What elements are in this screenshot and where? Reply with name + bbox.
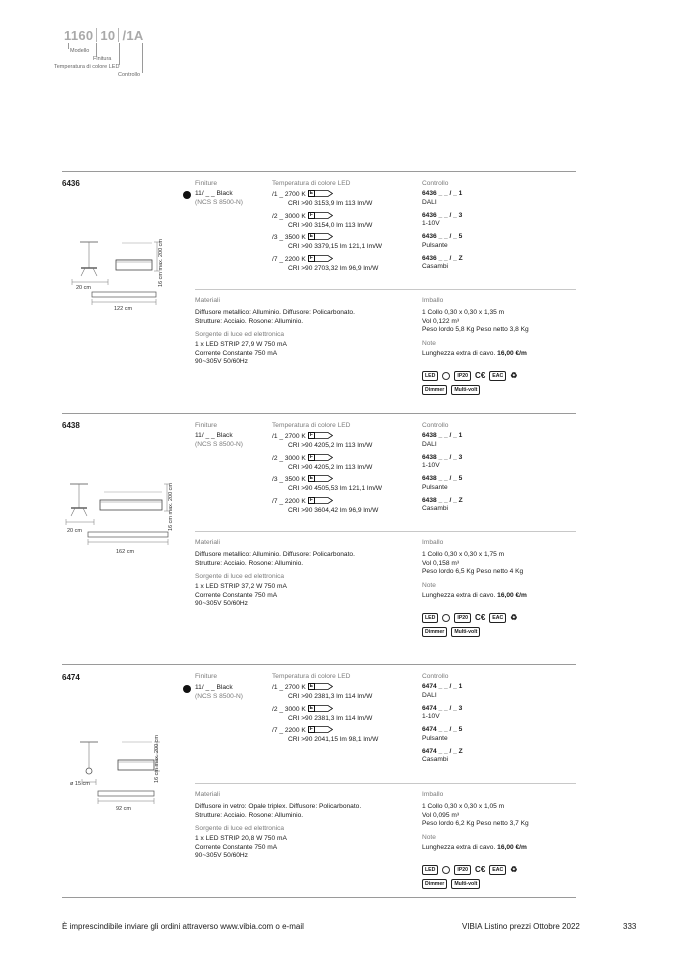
finiture-section bbox=[195, 673, 217, 682]
temp-code: /3 _ 3500 K bbox=[272, 476, 306, 483]
control-option bbox=[422, 475, 572, 497]
materiali-header: Materiali bbox=[195, 539, 220, 546]
imballo-line: Vol 0,095 m³ bbox=[422, 811, 460, 819]
energy-class: F bbox=[309, 496, 313, 503]
temp-row bbox=[272, 212, 417, 234]
temp-row bbox=[272, 683, 417, 705]
imballo-header: Imballo bbox=[422, 297, 444, 304]
control-name: DALI bbox=[422, 440, 437, 448]
control-code: 6438 _ _ / _ 5 bbox=[422, 475, 463, 482]
legend-modello: Modello bbox=[70, 48, 90, 54]
certification-badges bbox=[422, 371, 521, 381]
depth-label: ø 15 cm bbox=[70, 781, 90, 787]
control-name: Casambi bbox=[422, 263, 449, 271]
control-code: 6436 _ _ / _ 5 bbox=[422, 233, 463, 240]
control-name: DALI bbox=[422, 691, 437, 699]
control-code: 6474 _ _ / _ 5 bbox=[422, 726, 463, 733]
page-number: 333 bbox=[623, 922, 637, 931]
finish-code: 11/ _ _ Black bbox=[195, 684, 233, 691]
multivolt-badge: Multi-volt bbox=[451, 627, 480, 637]
control-code: 6436 _ _ / _ Z bbox=[422, 254, 463, 262]
imballo-section bbox=[422, 539, 572, 600]
control-code: 6438 _ _ / _ Z bbox=[422, 496, 463, 504]
temp-cri: CRI >90 2041,15 lm 98,1 lm/W bbox=[288, 736, 379, 743]
materiali-line: Diffusore metallico: Alluminio. Diffusore: Policarbonato. bbox=[195, 551, 355, 558]
energy-class-icon bbox=[308, 233, 333, 240]
imballo-section bbox=[422, 297, 572, 358]
finiture-header: Finiture bbox=[195, 422, 217, 429]
temp-code: /2 _ 3000 K bbox=[272, 212, 306, 220]
legend-finitura: Finitura bbox=[93, 56, 112, 62]
class-ii-icon bbox=[442, 614, 450, 622]
sorgente-line: Corrente Constante 750 mA bbox=[195, 843, 278, 851]
note-text: Lunghezza extra di cavo. bbox=[422, 591, 496, 599]
note-header: Note bbox=[422, 339, 436, 347]
temp-cri: CRI >90 3379,15 lm 121,1 lm/W bbox=[288, 243, 383, 250]
control-name: Pulsante bbox=[422, 241, 448, 249]
product-code: 6438 bbox=[62, 421, 80, 430]
ce-icon: C€ bbox=[475, 371, 486, 380]
energy-class-icon bbox=[308, 497, 333, 504]
control-code: 6474 _ _ / _ Z bbox=[422, 747, 463, 755]
temp-row bbox=[272, 705, 417, 727]
materiali-line: Diffusore in vetro: Opale triplex. Diffusore: Policarbonato. bbox=[195, 803, 362, 810]
energy-class-icon bbox=[308, 705, 333, 712]
temp-code: /7 _ 2200 K bbox=[272, 255, 306, 263]
control-name: Pulsante bbox=[422, 483, 448, 491]
energy-class: E bbox=[309, 233, 313, 239]
ip20-badge: IP20 bbox=[454, 613, 471, 623]
temp-cri: CRI >90 4505,53 lm 121,1 lm/W bbox=[288, 485, 383, 492]
control-name: Casambi bbox=[422, 505, 449, 513]
temp-code: /1 _ 2700 K bbox=[272, 191, 306, 198]
eac-badge: EAC bbox=[489, 865, 506, 875]
sorgente-header: Sorgente di luce ed elettronica bbox=[195, 825, 285, 833]
materiali-line: Strutture: Acciaio. Rosone: Alluminio. bbox=[195, 317, 304, 325]
energy-class: F bbox=[309, 211, 313, 218]
temp-code: /1 _ 2700 K bbox=[272, 684, 306, 691]
note-price: 16,00 €/m bbox=[497, 591, 527, 599]
multivolt-badge: Multi-volt bbox=[451, 385, 480, 395]
temp-row bbox=[272, 726, 417, 748]
control-code: 6438 _ _ / _ 1 bbox=[422, 432, 463, 439]
finiture-section bbox=[195, 180, 217, 189]
control-option bbox=[422, 233, 572, 255]
controllo-header: Controllo bbox=[422, 180, 449, 187]
temp-row bbox=[272, 233, 417, 255]
sorgente-header: Sorgente di luce ed elettronica bbox=[195, 331, 285, 339]
temp-row bbox=[272, 475, 417, 497]
finish-code: 11/ _ _ Black bbox=[195, 190, 233, 197]
sorgente-line: Corrente Constante 750 mA bbox=[195, 349, 278, 357]
dimmer-badge: Dimmer bbox=[422, 627, 447, 637]
recycle-icon: ♻ bbox=[510, 865, 518, 874]
temperature-section bbox=[272, 673, 417, 748]
imballo-line: Vol 0,158 m³ bbox=[422, 559, 460, 567]
control-name: 1-10V bbox=[422, 462, 440, 470]
finiture-section bbox=[195, 422, 217, 431]
control-name: DALI bbox=[422, 198, 437, 206]
legend-controllo: Controllo bbox=[118, 72, 141, 78]
recycle-icon: ♻ bbox=[510, 613, 518, 622]
class-ii-icon bbox=[442, 866, 450, 874]
sorgente-line: 90~305V 50/60Hz bbox=[195, 358, 248, 366]
temp-row bbox=[272, 432, 417, 454]
temp-header: Temperatura di colore LED bbox=[272, 180, 351, 187]
sorgente-line: 1 x LED STRIP 20,8 W 750 mA bbox=[195, 835, 287, 843]
control-code: 6436 _ _ / _ 1 bbox=[422, 190, 463, 197]
control-option bbox=[422, 497, 572, 519]
led-badge: LED bbox=[422, 371, 438, 381]
controllo-section bbox=[422, 422, 572, 518]
note-header: Note bbox=[422, 581, 436, 589]
finish-ncs: (NCS S 8500-N) bbox=[195, 441, 244, 448]
width-label: 162 cm bbox=[116, 549, 135, 555]
control-name: 1-10V bbox=[422, 220, 440, 228]
product-drawing-6436 bbox=[64, 236, 184, 316]
height-label: 16 cm max. 200 cm bbox=[154, 735, 160, 783]
temperature-section bbox=[272, 422, 417, 518]
height-label: 16 cm max. 200 cm bbox=[158, 239, 164, 287]
control-code: 6474 _ _ / _ 3 bbox=[422, 704, 463, 712]
control-option bbox=[422, 748, 572, 770]
note-text: Lunghezza extra di cavo. bbox=[422, 843, 496, 851]
materiali-header: Materiali bbox=[195, 297, 220, 304]
energy-class: E bbox=[309, 475, 313, 481]
depth-label: 20 cm bbox=[67, 528, 82, 534]
temp-row bbox=[272, 255, 417, 277]
control-code: 6438 _ _ / _ 3 bbox=[422, 453, 463, 461]
imballo-line: 1 Collo 0,30 x 0,30 x 1,35 m bbox=[422, 309, 505, 316]
sorgente-line: 1 x LED STRIP 37,2 W 750 mA bbox=[195, 583, 287, 591]
code-legend-parts bbox=[62, 28, 146, 45]
sorgente-line: 90~305V 50/60Hz bbox=[195, 600, 248, 608]
note-text: Lunghezza extra di cavo. bbox=[422, 349, 496, 357]
control-option bbox=[422, 705, 572, 727]
temp-cri: CRI >90 4205,2 lm 113 lm/W bbox=[288, 463, 373, 471]
legend-model-code: 1160 bbox=[64, 28, 94, 43]
control-code: 6436 _ _ / _ 3 bbox=[422, 211, 463, 219]
materiali-section bbox=[195, 791, 415, 861]
materiali-line: Diffusore metallico: Alluminio. Diffusore: Policarbonato. bbox=[195, 309, 355, 316]
temp-code: /7 _ 2200 K bbox=[272, 497, 306, 505]
temp-code: /2 _ 3000 K bbox=[272, 705, 306, 713]
certification-badges bbox=[422, 865, 521, 875]
eac-badge: EAC bbox=[489, 371, 506, 381]
imballo-line: Peso lordo 5,8 Kg Peso netto 3,8 Kg bbox=[422, 326, 529, 334]
temp-header: Temperatura di colore LED bbox=[272, 673, 351, 680]
led-badge: LED bbox=[422, 865, 438, 875]
ip20-badge: IP20 bbox=[454, 371, 471, 381]
energy-class-icon bbox=[308, 255, 333, 262]
dimmer-badge: Dimmer bbox=[422, 385, 447, 395]
width-label: 122 cm bbox=[114, 306, 133, 312]
control-name: Casambi bbox=[422, 756, 449, 764]
energy-class: E bbox=[309, 190, 313, 196]
energy-class: E bbox=[309, 704, 313, 711]
legend-temperatura: Temperatura di colore LED bbox=[54, 64, 120, 70]
energy-class: F bbox=[309, 726, 313, 732]
temp-header: Temperatura di colore LED bbox=[272, 422, 351, 429]
temp-cri: CRI >90 3604,42 lm 96,9 lm/W bbox=[288, 506, 379, 514]
sorgente-line: 1 x LED STRIP 27,9 W 750 mA bbox=[195, 341, 287, 349]
temp-code: /2 _ 3000 K bbox=[272, 454, 306, 462]
certification-badges bbox=[422, 613, 521, 623]
multivolt-badge: Multi-volt bbox=[451, 879, 480, 889]
sorgente-header: Sorgente di luce ed elettronica bbox=[195, 573, 285, 581]
ce-icon: C€ bbox=[475, 613, 486, 622]
note-header: Note bbox=[422, 833, 436, 841]
ce-icon: C€ bbox=[475, 865, 486, 874]
eac-badge: EAC bbox=[489, 613, 506, 623]
note-line bbox=[422, 592, 572, 601]
controllo-section bbox=[422, 180, 572, 276]
temp-cri: CRI >90 2703,32 lm 96,9 lm/W bbox=[288, 264, 379, 272]
finish-code: 11/ _ _ Black bbox=[195, 432, 233, 439]
temp-cri: CRI >90 2381,3 lm 114 lm/W bbox=[288, 693, 373, 700]
energy-class-icon bbox=[308, 432, 333, 439]
black-swatch-icon bbox=[183, 191, 191, 199]
control-option bbox=[422, 726, 572, 748]
code-legend bbox=[62, 28, 146, 45]
sorgente-line: Corrente Constante 750 mA bbox=[195, 591, 278, 599]
imballo-section bbox=[422, 791, 572, 852]
height-label: 16 cm max. 200 cm bbox=[168, 483, 174, 531]
control-option bbox=[422, 683, 572, 705]
feature-badges bbox=[422, 879, 484, 889]
temp-row bbox=[272, 190, 417, 212]
control-option bbox=[422, 255, 572, 277]
temp-row bbox=[272, 454, 417, 476]
temp-code: /3 _ 3500 K bbox=[272, 234, 306, 241]
footer-note: È imprescindibile inviare gli ordini attraverso www.vibia.com o e-mail bbox=[62, 922, 304, 931]
energy-class-icon bbox=[308, 212, 333, 219]
temp-code: /7 _ 2200 K bbox=[272, 727, 306, 734]
note-line bbox=[422, 844, 572, 853]
temp-cri: CRI >90 4205,2 lm 113 lm/W bbox=[288, 442, 373, 449]
energy-class: F bbox=[309, 453, 313, 460]
energy-class-icon bbox=[308, 683, 333, 690]
imballo-header: Imballo bbox=[422, 791, 444, 798]
imballo-line: Peso lordo 6,2 Kg Peso netto 3,7 Kg bbox=[422, 820, 529, 828]
recycle-icon: ♻ bbox=[510, 371, 518, 380]
control-option bbox=[422, 432, 572, 454]
class-ii-icon bbox=[442, 372, 450, 380]
dimmer-badge: Dimmer bbox=[422, 879, 447, 889]
legend-finish-code: 10 bbox=[100, 28, 116, 43]
temp-cri: CRI >90 3154,0 lm 113 lm/W bbox=[288, 221, 373, 229]
imballo-line: 1 Collo 0,30 x 0,30 x 1,75 m bbox=[422, 551, 505, 558]
energy-class: F bbox=[309, 254, 313, 261]
depth-label: 20 cm bbox=[76, 285, 91, 291]
materiali-section bbox=[195, 297, 415, 367]
note-price: 16,00 €/m bbox=[497, 349, 527, 357]
led-badge: LED bbox=[422, 613, 438, 623]
temp-cri: CRI >90 2381,3 lm 114 lm/W bbox=[288, 714, 373, 722]
energy-class-icon bbox=[308, 190, 333, 197]
materiali-line: Strutture: Acciaio. Rosone: Alluminio. bbox=[195, 559, 304, 567]
product-drawing-6474 bbox=[64, 730, 184, 815]
energy-class: E bbox=[309, 683, 313, 689]
imballo-line: 1 Collo 0,30 x 0,30 x 1,05 m bbox=[422, 803, 505, 810]
note-price: 16,00 €/m bbox=[497, 843, 527, 851]
product-code: 6474 bbox=[62, 673, 80, 682]
control-code: 6474 _ _ / _ 1 bbox=[422, 683, 463, 690]
legend-temp-control-code: /1A bbox=[122, 28, 144, 43]
control-option bbox=[422, 190, 572, 212]
temp-cri: CRI >90 3153,9 lm 113 lm/W bbox=[288, 200, 373, 207]
product-code: 6436 bbox=[62, 179, 80, 188]
energy-class-icon bbox=[308, 475, 333, 482]
sorgente-line: 90~305V 50/60Hz bbox=[195, 852, 248, 860]
control-name: Pulsante bbox=[422, 734, 448, 742]
materiali-section bbox=[195, 539, 415, 609]
control-name: 1-10V bbox=[422, 713, 440, 721]
imballo-line: Vol 0,122 m³ bbox=[422, 317, 460, 325]
imballo-line: Peso lordo 6,5 Kg Peso netto 4 Kg bbox=[422, 568, 524, 576]
black-swatch-icon bbox=[183, 685, 191, 693]
control-option bbox=[422, 212, 572, 234]
control-option bbox=[422, 454, 572, 476]
finish-ncs: (NCS S 8500-N) bbox=[195, 199, 244, 206]
temp-row bbox=[272, 497, 417, 519]
imballo-header: Imballo bbox=[422, 539, 444, 546]
temp-code: /1 _ 2700 K bbox=[272, 433, 306, 440]
energy-class: F bbox=[309, 432, 313, 438]
finiture-header: Finiture bbox=[195, 673, 217, 680]
finish-ncs: (NCS S 8500-N) bbox=[195, 693, 244, 700]
materiali-line: Strutture: Acciaio. Rosone: Alluminio. bbox=[195, 811, 304, 819]
footer-catalog: VIBIA Listino prezzi Ottobre 2022 bbox=[462, 922, 580, 931]
finiture-header: Finiture bbox=[195, 180, 217, 187]
controllo-header: Controllo bbox=[422, 422, 449, 429]
note-line bbox=[422, 350, 572, 359]
controllo-header: Controllo bbox=[422, 673, 449, 680]
product-drawing-6438 bbox=[64, 478, 184, 558]
ip20-badge: IP20 bbox=[454, 865, 471, 875]
feature-badges bbox=[422, 627, 484, 637]
width-label: 92 cm bbox=[116, 806, 131, 812]
materiali-header: Materiali bbox=[195, 791, 220, 798]
feature-badges bbox=[422, 385, 484, 395]
controllo-section bbox=[422, 673, 572, 769]
energy-class-icon bbox=[308, 726, 333, 733]
temperature-section bbox=[272, 180, 417, 276]
energy-class-icon bbox=[308, 454, 333, 461]
